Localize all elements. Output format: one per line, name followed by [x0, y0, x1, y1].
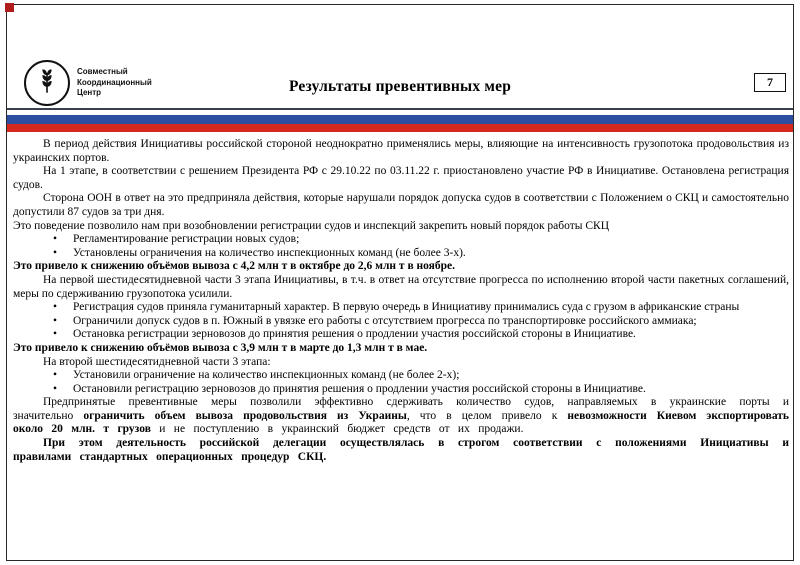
- paragraph: [13, 220, 789, 234]
- text-run: Предпринятые превентивные меры позволили эффективно сдерживать количество судов, направляемых в украинские порты и значительно: [13, 396, 789, 422]
- body-content: [13, 138, 789, 464]
- text-run: Это привело к снижению объёмов вывоза с 3,9 млн т в марте до 1,3 млн т в мае.: [13, 341, 428, 354]
- logo-text-line1: Совместный: [77, 67, 128, 77]
- text-run: Это поведение позволило нам при возобновлении регистрации судов и инспекций закрепить новый порядок работы СКЦ: [13, 219, 610, 232]
- text-run: Регламентирование регистрации новых судов;: [73, 233, 300, 246]
- bullet-icon: •: [53, 301, 58, 314]
- text-run: Сторона ООН в ответ на это предприняла действия, которые нарушали порядок допуска судов в соответствии с Положением о СКЦ и самостоятельно допустили 87 судов за три дня.: [13, 192, 789, 218]
- bullet-item: [13, 247, 789, 261]
- paragraph: [13, 192, 789, 219]
- paragraph: [13, 138, 789, 165]
- bullet-item: [13, 383, 789, 397]
- text-run: и не поступлению в украинский бюджет средств от их продажи.: [150, 423, 524, 436]
- bullet-icon: •: [53, 369, 58, 382]
- flag-stripe-blue: [7, 115, 793, 124]
- wheat-icon: [33, 67, 61, 100]
- text-run: При этом деятельность российской делегации осуществлялась в строгом соответствии с положениями Инициативы и правилами стандартных операционных процедур СКЦ.: [13, 437, 789, 463]
- bullet-icon: •: [53, 246, 58, 259]
- logo-circle: [24, 60, 70, 106]
- text-run: Регистрация судов приняла гуманитарный характер. В первую очередь в Инициативу принимались суда с грузом в африканские страны: [73, 301, 740, 314]
- text-run: , что в целом привело к: [406, 409, 568, 422]
- text-run: На 1 этапе, в соответствии с решением Президента РФ с 29.10.22 по 03.11.22 г. приостановлено участие РФ в Инициативе. Остановлена регистрация судов.: [13, 165, 789, 191]
- bullet-item: [13, 233, 789, 247]
- organization-logo: [24, 60, 152, 106]
- paragraph: [13, 437, 789, 464]
- text-run: ограничить объем вывоза продовольствия из Украины: [83, 409, 407, 422]
- bullet-icon: •: [53, 382, 58, 395]
- bullet-icon: •: [53, 328, 58, 341]
- corner-red-mark: [5, 3, 14, 12]
- bullet-item: [13, 315, 789, 329]
- flag-separator: [7, 108, 793, 132]
- flag-stripe-red: [7, 124, 793, 132]
- text-run: Установили ограничение на количество инспекционных команд (не более 2-х);: [73, 369, 460, 382]
- paragraph: [13, 165, 789, 192]
- text-run: Это привело к снижению объёмов вывоза с 4,2 млн т в октябре до 2,6 млн т в ноябре.: [13, 260, 456, 273]
- bullet-item: [13, 301, 789, 315]
- text-run: невозможности Киевом экспортировать около 20 млн. т грузов: [13, 409, 789, 436]
- text-run: Установлены ограничения на количество инспекционных команд (не более 3-х).: [73, 246, 466, 259]
- logo-text-line2: Координационный: [77, 77, 152, 87]
- bullet-item: [13, 328, 789, 342]
- page-title: Результаты превентивных мер: [288, 78, 512, 95]
- text-run: В период действия Инициативы российской стороной неоднократно применялись меры, влияющие на интенсивность грузопотока продовольствия из украинских портов.: [13, 138, 789, 164]
- paragraph: [13, 260, 789, 274]
- paragraph: [13, 396, 789, 437]
- logo-text: [77, 67, 152, 98]
- paragraph: [13, 274, 789, 301]
- text-run: На первой шестидесятидневной части 3 этапа Инициативы, в т.ч. в ответ на отсутствие прогресса по исполнению второй части пакетных соглашений, меры по сдерживанию грузопотока усилили.: [13, 273, 789, 300]
- bullet-icon: •: [53, 233, 58, 246]
- text-run: На второй шестидесятидневной части 3 этапа:: [43, 355, 271, 368]
- text-run: Остановили регистрацию зерновозов до принятия решения о продлении участия российской стороны в Инициативе.: [73, 382, 646, 395]
- paragraph: [13, 356, 789, 370]
- paragraph: [13, 342, 789, 356]
- bullet-icon: •: [53, 314, 58, 327]
- logo-text-line3: Центр: [77, 88, 102, 98]
- page-number-badge: 7: [754, 73, 786, 92]
- text-run: Ограничили допуск судов в п. Южный в увязке его работы с отсутствием прогресса по транспортировке российского аммиака;: [73, 314, 697, 327]
- bullet-item: [13, 369, 789, 383]
- text-run: Остановка регистрации зерновозов до принятия решения о продлении участия российской стороны в Инициативе.: [73, 328, 636, 341]
